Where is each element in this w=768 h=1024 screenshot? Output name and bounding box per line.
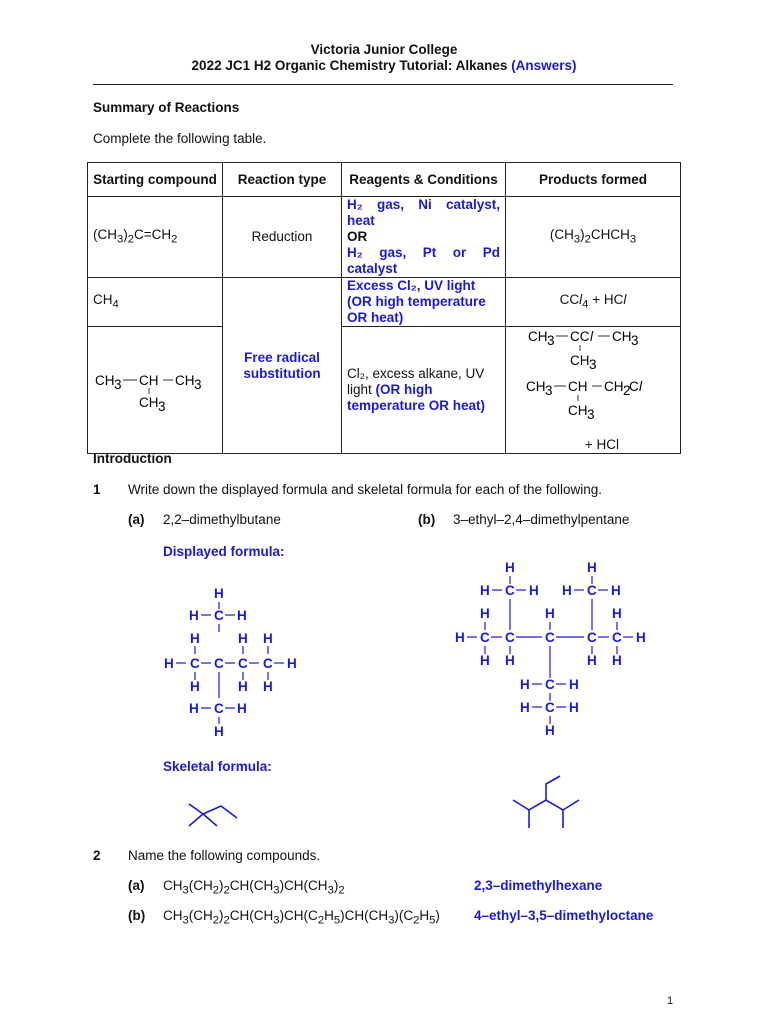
- product-extra: + HCl: [584, 437, 620, 452]
- svg-text:CH: CH: [570, 353, 590, 368]
- svg-text:H: H: [636, 630, 646, 645]
- start-compound-1: $(CH_3)_2C=CH_2$: [88, 197, 223, 278]
- summary-heading: Summary of Reactions: [93, 100, 240, 115]
- svg-text:H: H: [612, 606, 622, 621]
- svg-text:CH: CH: [528, 329, 548, 344]
- svg-text:H: H: [587, 560, 597, 575]
- svg-text:CH: CH: [568, 403, 588, 418]
- tutorial-title: 2022 JC1 H2 Organic Chemistry Tutorial: Alkanes (Answers): [191, 58, 577, 73]
- svg-text:C: C: [480, 630, 490, 645]
- svg-text:H: H: [612, 653, 622, 668]
- svg-text:H: H: [237, 608, 247, 623]
- q1b-name: 3–ethyl–2,4–dimethylpentane: [453, 512, 630, 527]
- svg-text:H: H: [190, 679, 200, 694]
- svg-text:H: H: [214, 586, 224, 601]
- svg-text:H: H: [480, 606, 490, 621]
- svg-text:C: C: [545, 677, 555, 692]
- svg-text:H: H: [480, 583, 490, 598]
- skeletal-formula-label: Skeletal formula:: [163, 759, 272, 774]
- svg-text:CH: CH: [139, 395, 159, 410]
- q1-text: Write down the displayed formula and skeletal formula for each of the following.: [128, 482, 603, 497]
- svg-text:3: 3: [587, 407, 595, 422]
- svg-text:CH: CH: [604, 379, 624, 394]
- svg-text:C: C: [545, 630, 555, 645]
- chlorinated-products-structure: [518, 327, 668, 437]
- svg-text:CH: CH: [95, 373, 115, 388]
- svg-text:H: H: [611, 583, 621, 598]
- svg-text:C: C: [545, 700, 555, 715]
- svg-text:CH: CH: [568, 379, 588, 394]
- table-row: [88, 327, 681, 454]
- intro-heading: Introduction: [93, 451, 172, 466]
- svg-text:l: l: [639, 379, 642, 394]
- skeletal-formula-a: [185, 800, 245, 835]
- svg-text:CH: CH: [139, 373, 159, 388]
- reagents-1: H₂ gas, Ni catalyst, heat OR H₂ gas, Pt or Pd catalyst: [342, 197, 506, 278]
- products-2: CCl$_4$ + HCl: [506, 278, 681, 327]
- header-rule: [93, 84, 673, 85]
- svg-text:C: C: [587, 583, 597, 598]
- svg-text:H: H: [520, 700, 530, 715]
- svg-text:C: C: [505, 630, 515, 645]
- svg-text:H: H: [287, 656, 297, 671]
- svg-text:C: C: [612, 630, 622, 645]
- q1b-label: (b): [418, 512, 436, 527]
- products-1: $(CH_3)_2CHCH_3$: [506, 197, 681, 278]
- svg-text:CH: CH: [526, 379, 546, 394]
- q2a-answer: 2,3–dimethylhexane: [474, 878, 603, 893]
- col-starting-compound: Starting compound: [88, 163, 223, 197]
- svg-text:H: H: [237, 701, 247, 716]
- table-row: [88, 278, 681, 327]
- reactions-table: [87, 162, 681, 454]
- q1a-name: 2,2–dimethylbutane: [163, 512, 281, 527]
- svg-text:C: C: [214, 608, 224, 623]
- school-name: Victoria Junior College: [310, 42, 458, 57]
- svg-text:3: 3: [158, 399, 166, 413]
- svg-text:3: 3: [589, 357, 597, 372]
- page-number: 1: [667, 995, 674, 1007]
- q2b-answer: 4–ethyl–3,5–dimethyloctane: [474, 908, 654, 923]
- answers-tag: (Answers): [511, 58, 577, 73]
- svg-text:H: H: [480, 653, 490, 668]
- svg-text:H: H: [569, 677, 579, 692]
- svg-text:C: C: [214, 701, 224, 716]
- start-compound-3: [88, 327, 223, 454]
- table-row: [88, 197, 681, 278]
- svg-text:H: H: [455, 630, 465, 645]
- q2-text: Name the following compounds.: [128, 848, 321, 863]
- reagents-3: Cl₂, excess alkane, UV light (OR high temperature OR heat): [342, 327, 506, 454]
- svg-text:H: H: [520, 677, 530, 692]
- svg-text:H: H: [505, 653, 515, 668]
- svg-text:H: H: [214, 724, 224, 739]
- svg-text:2: 2: [623, 383, 631, 398]
- q2a-formula: $CH_3(CH_2)_2CH(CH_3)CH(CH_3)_2$: [163, 878, 345, 897]
- reaction-type-1: Reduction: [223, 197, 342, 278]
- svg-text:H: H: [263, 631, 273, 646]
- svg-text:3: 3: [545, 383, 553, 398]
- svg-text:H: H: [190, 631, 200, 646]
- svg-text:3: 3: [114, 377, 122, 392]
- svg-text:H: H: [545, 723, 555, 738]
- svg-text:3: 3: [631, 333, 639, 348]
- svg-text:3: 3: [194, 377, 202, 392]
- svg-text:CC: CC: [570, 329, 590, 344]
- svg-text:C: C: [587, 630, 597, 645]
- svg-text:H: H: [529, 583, 539, 598]
- q1-number: 1: [93, 482, 101, 497]
- displayed-formula-a: [155, 580, 305, 745]
- svg-text:C: C: [629, 379, 639, 394]
- svg-text:C: C: [238, 656, 248, 671]
- col-products: Products formed: [506, 163, 681, 197]
- svg-text:H: H: [562, 583, 572, 598]
- table-header-row: [88, 163, 681, 197]
- svg-text:H: H: [238, 631, 248, 646]
- displayed-formula-b: [445, 558, 665, 743]
- start-compound-2: $CH_4$: [88, 278, 223, 327]
- svg-text:C: C: [214, 656, 224, 671]
- col-reagents: Reagents & Conditions: [342, 163, 506, 197]
- q2a-label: (a): [128, 878, 145, 893]
- svg-text:H: H: [263, 679, 273, 694]
- isobutane-structure: [93, 363, 213, 413]
- svg-text:H: H: [569, 700, 579, 715]
- svg-text:3: 3: [547, 333, 555, 348]
- svg-text:CH: CH: [612, 329, 632, 344]
- svg-text:C: C: [505, 583, 515, 598]
- reagents-2: Excess Cl₂, UV light (OR high temperature OR heat): [342, 278, 506, 327]
- svg-text:C: C: [263, 656, 273, 671]
- products-3: [506, 327, 681, 454]
- svg-text:C: C: [190, 656, 200, 671]
- svg-text:l: l: [590, 329, 593, 344]
- svg-text:H: H: [238, 679, 248, 694]
- reaction-type-2: Free radical substitution: [223, 278, 342, 454]
- skeletal-formula-b: [510, 772, 585, 832]
- summary-instruction: Complete the following table.: [93, 131, 267, 146]
- q2b-formula: $CH_3(CH_2)_2CH(CH_3)CH(C_2H_5)CH(CH_3)(C_2H_5)$: [163, 908, 440, 927]
- svg-text:H: H: [505, 560, 515, 575]
- q1a-label: (a): [128, 512, 145, 527]
- svg-text:CH: CH: [175, 373, 195, 388]
- svg-text:H: H: [189, 701, 199, 716]
- svg-text:H: H: [164, 656, 174, 671]
- col-reaction-type: Reaction type: [223, 163, 342, 197]
- q2-number: 2: [93, 848, 101, 863]
- svg-text:H: H: [189, 608, 199, 623]
- svg-text:H: H: [545, 606, 555, 621]
- q2b-label: (b): [128, 908, 146, 923]
- document-header: [0, 42, 768, 74]
- displayed-formula-label: Displayed formula:: [163, 544, 285, 559]
- svg-text:H: H: [587, 653, 597, 668]
